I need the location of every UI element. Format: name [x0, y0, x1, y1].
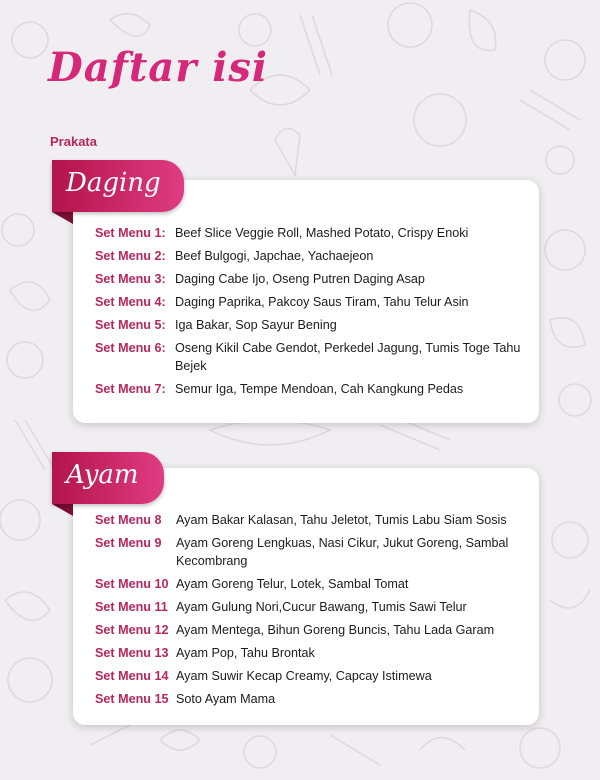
menu-item[interactable]	[95, 667, 529, 685]
menu-item-label: Set Menu 9	[95, 536, 162, 550]
menu-item-label: Set Menu 2:	[95, 249, 166, 263]
menu-item[interactable]	[95, 270, 529, 288]
menu-item-label: Set Menu 11	[95, 600, 168, 614]
menu-item[interactable]	[95, 534, 529, 570]
menu-item[interactable]	[95, 598, 529, 616]
menu-item-label: Set Menu 1:	[95, 226, 166, 240]
menu-item-label: Set Menu 7:	[95, 382, 166, 396]
menu-item[interactable]	[95, 293, 529, 311]
menu-item-label: Set Menu 3:	[95, 272, 166, 286]
section-title: Ayam	[66, 460, 139, 490]
section-tab-ayam	[52, 452, 164, 504]
section-tab-fold	[52, 212, 73, 224]
menu-item[interactable]	[95, 380, 529, 398]
menu-item-text: Semur Iga, Tempe Mendoan, Cah Kangkung Pedas	[175, 382, 464, 396]
menu-item-label: Set Menu 5:	[95, 318, 166, 332]
menu-item-text: Ayam Goreng Lengkuas, Nasi Cikur, Jukut Goreng, Sambal Kecombrang	[176, 536, 509, 568]
menu-item[interactable]	[95, 621, 529, 639]
section-card-daging	[73, 180, 539, 423]
menu-item[interactable]	[95, 224, 529, 242]
menu-item[interactable]	[95, 690, 529, 708]
menu-item-text: Daging Cabe Ijo, Oseng Putren Daging Asap	[175, 272, 425, 286]
menu-item-text: Daging Paprika, Pakcoy Saus Tiram, Tahu Telur Asin	[175, 295, 469, 309]
section-tab-fold	[52, 504, 73, 516]
menu-item-text: Beef Bulgogi, Japchae, Yachaejeon	[175, 249, 374, 263]
menu-item-label: Set Menu 8	[95, 513, 162, 527]
menu-item-label: Set Menu 13	[95, 646, 169, 660]
menu-item-text: Beef Slice Veggie Roll, Mashed Potato, Crispy Enoki	[175, 226, 469, 240]
page-title: Daftar isi	[48, 44, 269, 91]
menu-item-text: Ayam Goreng Telur, Lotek, Sambal Tomat	[176, 577, 409, 591]
section-card-ayam	[73, 468, 539, 725]
menu-item-text: Ayam Pop, Tahu Brontak	[176, 646, 315, 660]
menu-list-daging	[95, 224, 529, 403]
menu-item-text: Ayam Suwir Kecap Creamy, Capcay Istimewa	[176, 669, 432, 683]
menu-item-text: Soto Ayam Mama	[176, 692, 276, 706]
menu-item[interactable]	[95, 316, 529, 334]
menu-item-label: Set Menu 12	[95, 623, 169, 637]
menu-item[interactable]	[95, 575, 529, 593]
menu-item-text: Iga Bakar, Sop Sayur Bening	[175, 318, 337, 332]
menu-item-text: Ayam Bakar Kalasan, Tahu Jeletot, Tumis Labu Siam Sosis	[176, 513, 507, 527]
menu-item[interactable]	[95, 339, 529, 375]
menu-item-text: Ayam Gulung Nori,Cucur Bawang, Tumis Sawi Telur	[176, 600, 467, 614]
menu-item-label: Set Menu 10	[95, 577, 169, 591]
menu-item-text: Oseng Kikil Cabe Gendot, Perkedel Jagung, Tumis Toge Tahu Bejek	[175, 341, 521, 373]
menu-item-text: Ayam Mentega, Bihun Goreng Buncis, Tahu Lada Garam	[176, 623, 495, 637]
menu-item[interactable]	[95, 511, 529, 529]
menu-item[interactable]	[95, 644, 529, 662]
menu-item-label: Set Menu 15	[95, 692, 169, 706]
menu-item-label: Set Menu 14	[95, 669, 169, 683]
menu-item-label: Set Menu 6:	[95, 341, 166, 355]
prakata-link[interactable]: Prakata	[50, 134, 97, 149]
section-title: Daging	[66, 168, 161, 198]
section-tab-daging	[52, 160, 184, 212]
menu-item-label: Set Menu 4:	[95, 295, 166, 309]
menu-item[interactable]	[95, 247, 529, 265]
menu-list-ayam	[95, 511, 529, 713]
